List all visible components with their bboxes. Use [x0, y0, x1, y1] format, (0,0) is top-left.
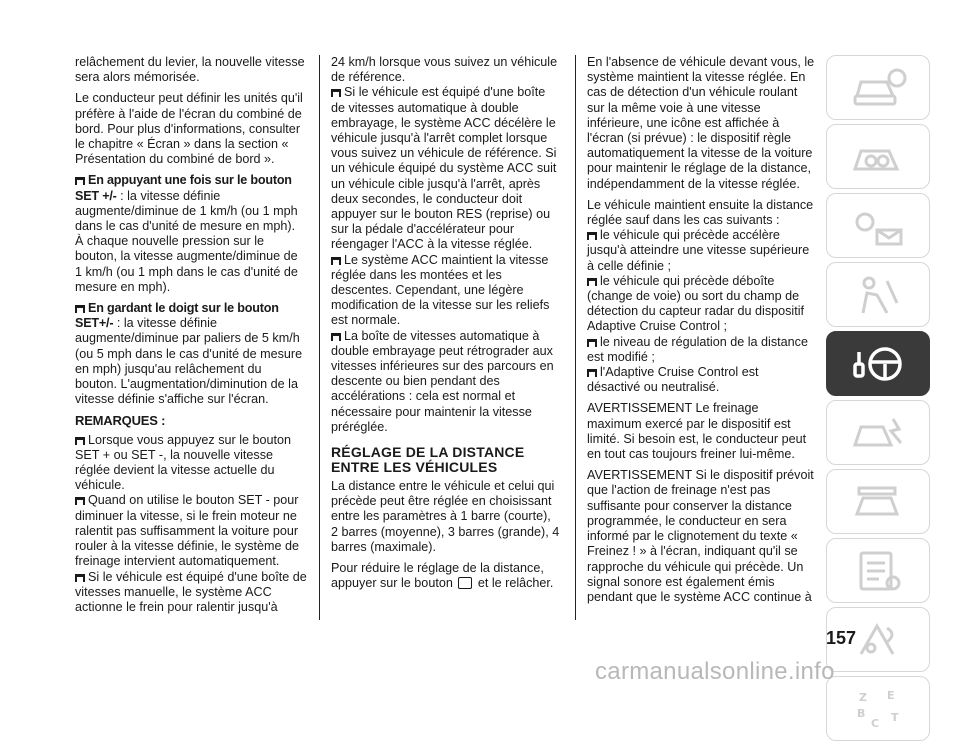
tab-dashboard[interactable]: [826, 124, 930, 189]
warning-paragraph: AVERTISSEMENT Si le dispositif prévoit que l'action de freinage n'est pas suffisante pour conserver la distance programmée, le conducteur en sera informé par le clignotement du texte « Freinez ! » à l'écran, indiquant qu'il se rapproche du véhicule qui précède. Un signal sonore est également émis pendant que le système ACC continue à: [587, 468, 814, 604]
bullet-icon: [75, 574, 85, 582]
lights-message-icon: [847, 204, 909, 248]
tab-safety[interactable]: [826, 262, 930, 327]
bullet-icon: [75, 177, 85, 185]
bullet-item: La boîte de vitesses automatique à double embrayage peut rétrograder aux vitesses inférieures sur des parcours en descente ou bien pendant des accélérations : cela est normal et nécessaire pour maintenir la vitesse préréglée.: [331, 328, 554, 434]
bullet-icon: [331, 257, 341, 265]
paragraph: relâchement du levier, la nouvelle vitesse sera alors mémorisée.: [75, 55, 305, 85]
page-number: 157: [826, 628, 857, 648]
bullet-icon: [331, 333, 341, 341]
bullet-icon: [75, 497, 85, 505]
bullet-item: En appuyant une fois sur le bouton SET +/- : la vitesse définie augmente/diminue de 1 km/h (ou 1 mph dans le cas d'unité de mesure en mph). À chaque nouvelle pression sur le bouton, la vitesse augmente/diminue de 1 km/h (ou 1 mph dans le cas d'unité de mesure en mph).: [75, 173, 298, 294]
distance-button-icon: [458, 577, 472, 589]
steering-wheel-key-icon: [847, 342, 909, 386]
paragraph: 24 km/h lorsque vous suivez un véhicule de référence.: [331, 55, 558, 85]
tab-lights-messages[interactable]: [826, 193, 930, 258]
bullet-icon: [75, 305, 85, 313]
column-divider: [575, 55, 576, 620]
tab-starting-driving[interactable]: [826, 331, 930, 396]
text-column-1: [75, 55, 307, 615]
bullet-icon: [587, 278, 597, 286]
watermark: carmanualsonline.info: [595, 658, 835, 685]
paragraph: Pour réduire le réglage de la distance, appuyer sur le bouton et le relâcher.: [331, 561, 554, 591]
technical-data-icon: [847, 549, 909, 593]
bullet-item: En gardant le doigt sur le bouton SET+/- : la vitesse définie augmente/diminue par paliers de 5 km/h (ou 5 mph dans le cas d'unité de mesure en mph) jusqu'au relâchement du bouton. L'augmentation/diminution de la vitesse définie s'affiche sur l'écran.: [75, 301, 303, 407]
index-alphabet-icon: [847, 687, 909, 731]
paragraph: Le conducteur peut définir les unités qu'il préfère à l'aide de l'écran du combiné de bord. Pour plus d'informations, consulter le chapitre « Écran » dans la section « Présentation du combiné de bord ».: [75, 91, 303, 167]
car-info-icon: [847, 66, 909, 110]
tab-technical-data[interactable]: [826, 538, 930, 603]
airbag-seatbelt-icon: [847, 273, 909, 317]
tab-service[interactable]: [826, 469, 930, 534]
bullet-item: Si le véhicule est équipé d'une boîte de vitesses automatique à double embrayage, le système ACC décélère le véhicule jusqu'à l'arrêt complet lorsque vous suivez un véhicule de référence. Si un véhicule équipé du système ACC suit un véhicule cible jusqu'à l'arrêt, après deux secondes, le conducteur doit appuyer sur le bouton RES (reprise) ou sur la pédale d'accélérateur pour réengager l'ACC à la vitesse réglée.: [331, 85, 557, 252]
paragraph: La distance entre le véhicule et celui qui précède peut être réglée en choisissant entre les paramètres à 1 barre (courte), 2 barres (moyenne), 3 barres (grande), 4 barres (maximale).: [331, 479, 560, 554]
remarks-heading: REMARQUES :: [75, 413, 166, 429]
car-service-icon: [847, 480, 909, 524]
bullet-item: Lorsque vous appuyez sur le bouton SET + ou SET -, la nouvelle vitesse réglée devient la vitesse actuelle du véhicule.: [75, 432, 292, 493]
tab-car-info[interactable]: [826, 55, 930, 120]
bullet-icon: [75, 437, 85, 445]
multimedia-icon: [847, 618, 909, 662]
bullet-item: Si le véhicule est équipé d'une boîte de vitesses manuelle, le système ACC actionne le frein pour ralentir jusqu'à: [75, 569, 307, 614]
text-column-2: [331, 55, 561, 598]
bullet-icon: [587, 369, 597, 377]
bullet-item: Le système ACC maintient la vitesse réglée dans les montées et les descentes. Cependant, une légère modification de la vitesse sur les reliefs est normale.: [331, 252, 550, 328]
paragraph: Le véhicule maintient ensuite la distance réglée sauf dans les cas suivants :: [587, 197, 814, 228]
bullet-item: le véhicule qui précède accélère jusqu'à atteindre une vitesse supérieure à celle définie ;: [587, 228, 810, 273]
svg-text:Z: Z: [859, 690, 867, 704]
svg-text:E: E: [887, 688, 895, 702]
bullet-icon: [331, 89, 341, 97]
bullet-item: Quand on utilise le bouton SET - pour diminuer la vitesse, si le frein moteur ne ralentit pas suffisamment la voiture pour rouler à la vitesse définie, le système de freinage intervient automatiquement.: [75, 493, 300, 569]
bullet-item: le niveau de régulation de la distance est modifié ;: [587, 334, 808, 364]
column-divider: [319, 55, 320, 620]
tab-emergency[interactable]: [826, 400, 930, 465]
section-heading: RÉGLAGE DE LA DISTANCE ENTRE LES VÉHICULES: [331, 444, 525, 476]
svg-text:T: T: [891, 710, 899, 724]
tab-index[interactable]: [826, 676, 930, 741]
text-column-3: [587, 55, 815, 611]
paragraph: En l'absence de véhicule devant vous, le système maintient la vitesse réglée. En cas de détection d'un véhicule roulant sur la même voie à une vitesse inférieure, une icône est affichée à l'écran (si prévue) : le dispositif règle automatiquement la vitesse de la voiture pour maintenir le réglage de la distance, indépendamment de la vitesse réglée.: [587, 55, 815, 191]
bullet-icon: [587, 232, 597, 240]
bullet-item: le véhicule qui précède déboîte (change de voie) ou sort du champ de détection du capteur radar du dispositif Adaptive Cruise Control ;: [587, 273, 805, 334]
svg-text:B: B: [857, 706, 866, 720]
bullet-item: l'Adaptive Cruise Control est désactivé ou neutralisé.: [587, 365, 759, 395]
car-crash-icon: [847, 411, 909, 455]
svg-text:C: C: [871, 716, 880, 730]
car-dashboard-icon: [847, 135, 909, 179]
bullet-icon: [587, 339, 597, 347]
warning-paragraph: AVERTISSEMENT Le freinage maximum exercé par le dispositif est limité. Si besoin est, le conducteur peut en tout cas toujours freiner lui-même.: [587, 401, 807, 462]
